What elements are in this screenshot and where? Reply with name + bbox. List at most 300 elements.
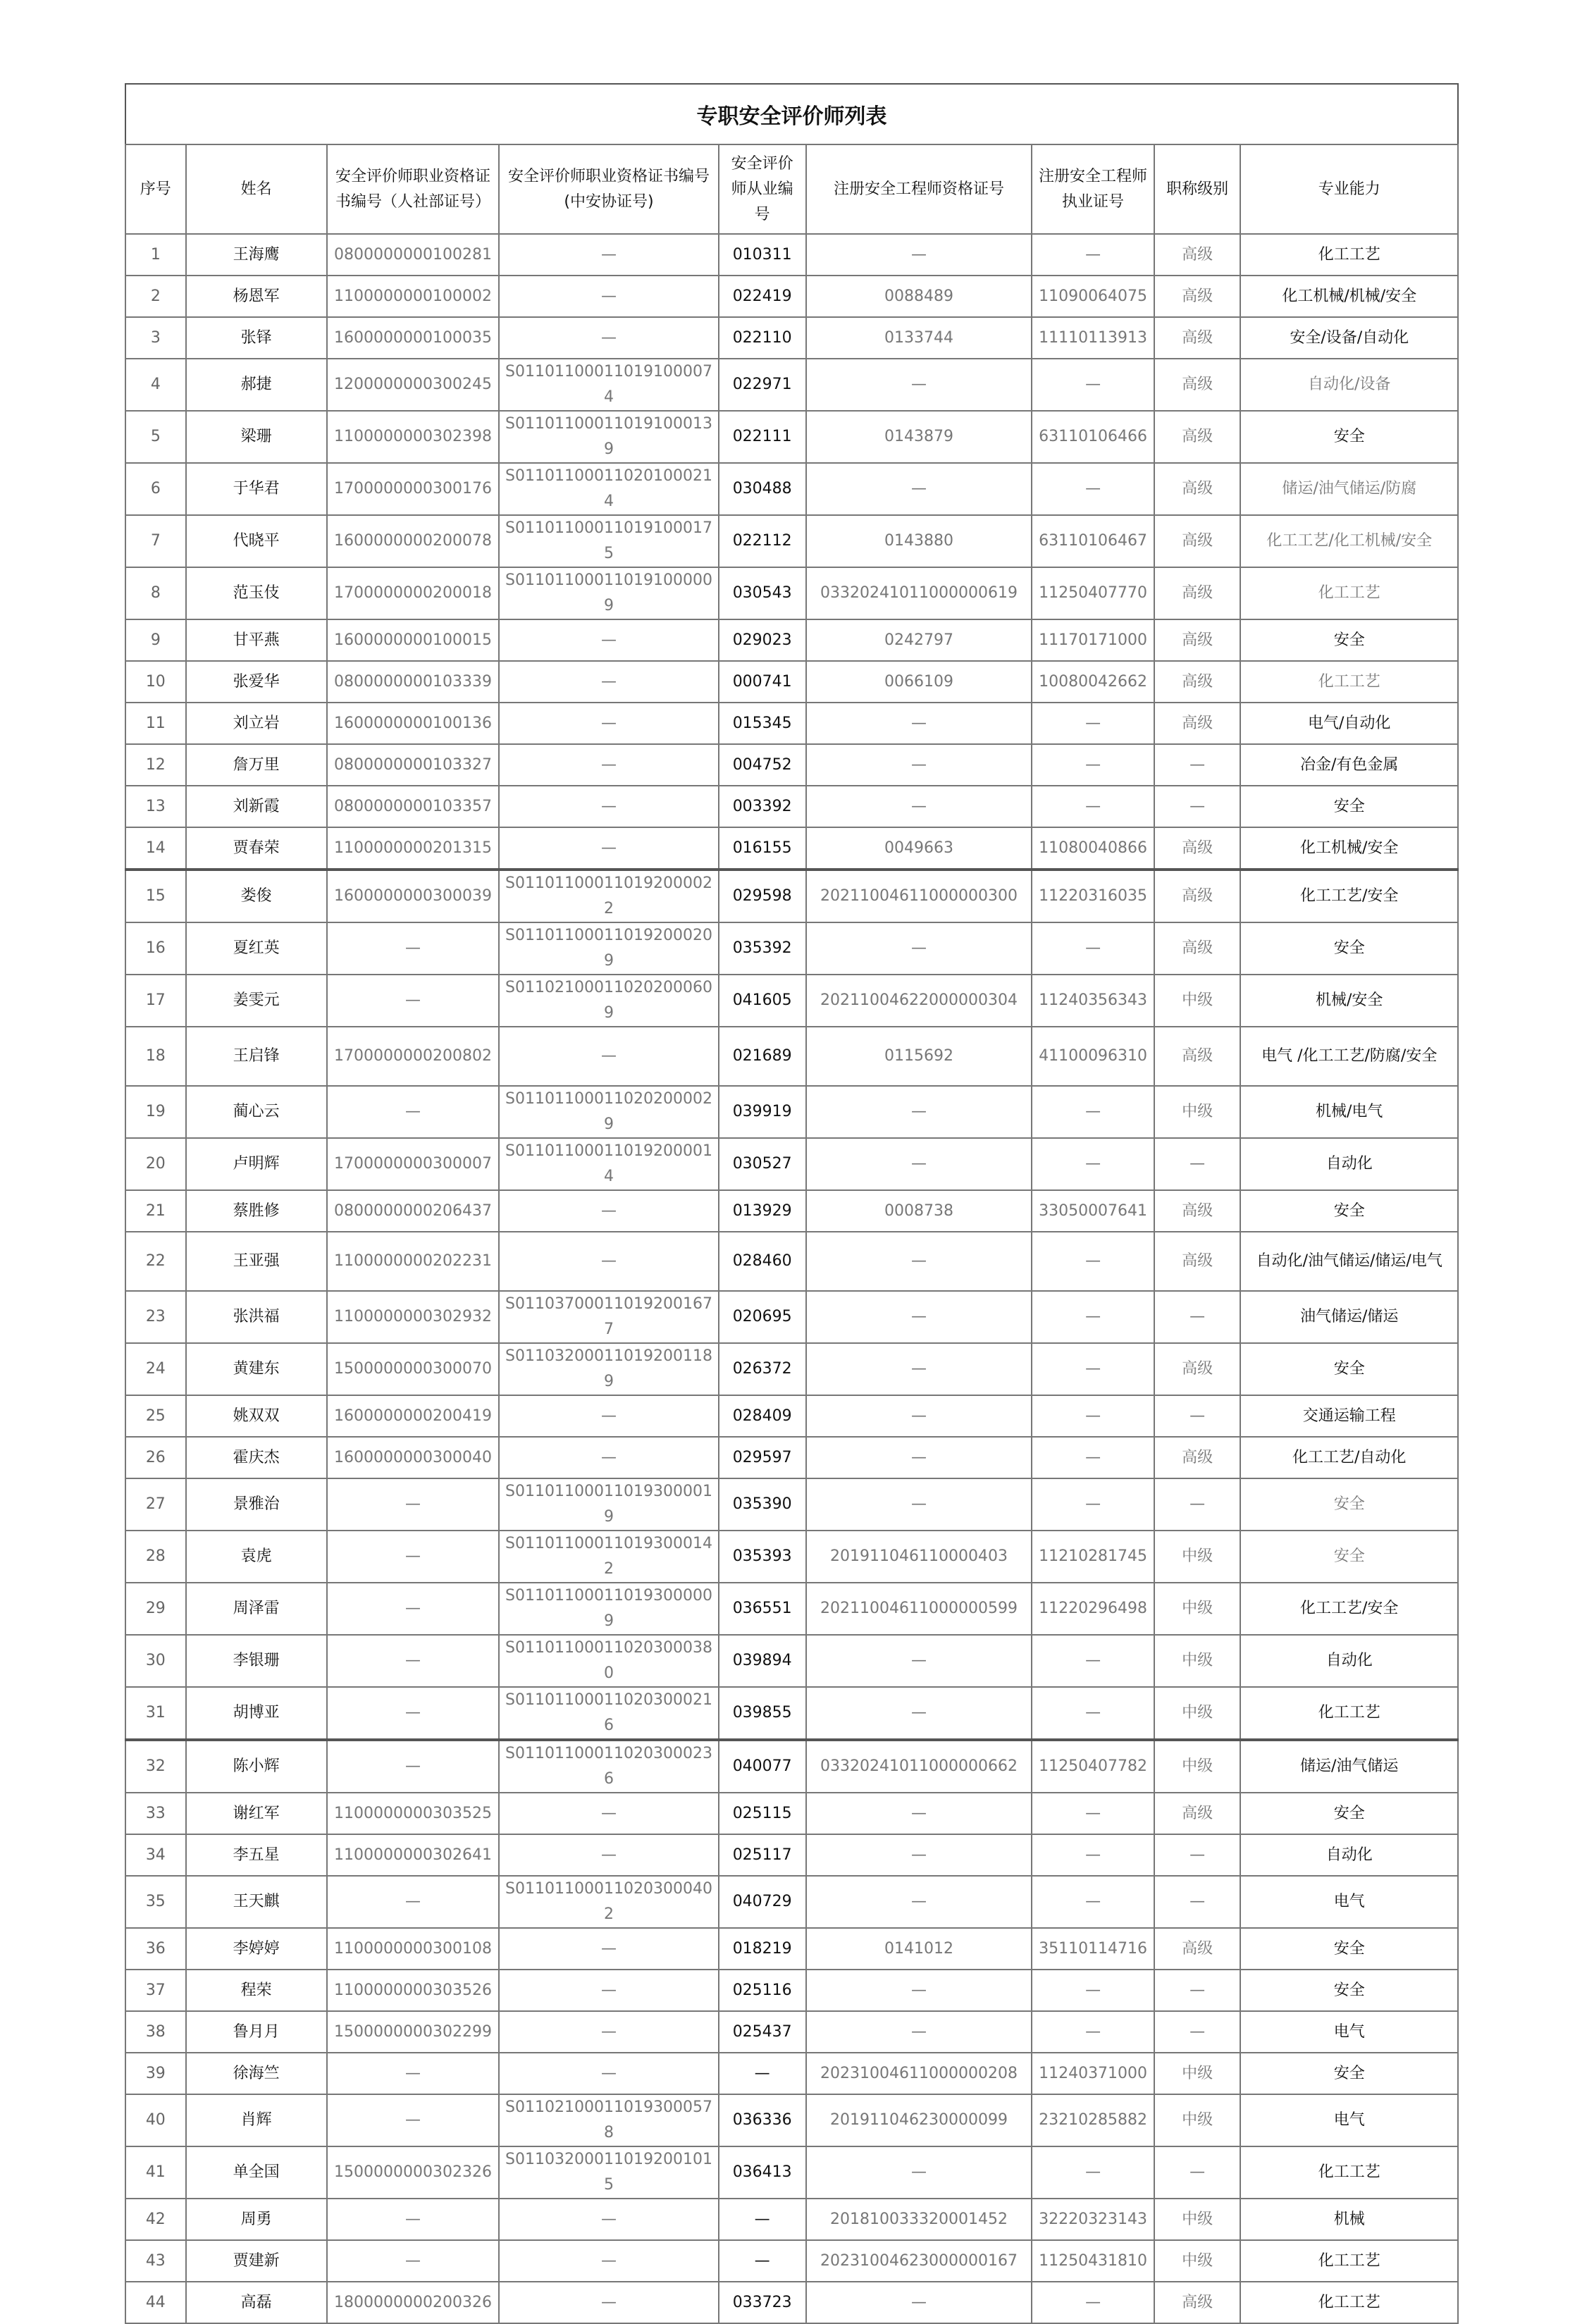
cell-specialty: 安全: [1240, 786, 1458, 827]
cell-reg-exec: —: [1032, 744, 1154, 786]
cell-seq: 38: [125, 2011, 186, 2053]
cell-seq: 21: [125, 1190, 186, 1232]
cell-title-level: 中级: [1154, 1635, 1241, 1687]
cell-seq: 34: [125, 1834, 186, 1876]
table-row: [125, 870, 1458, 922]
cell-practice-no: 025437: [719, 2011, 806, 2053]
cell-practice-no: —: [719, 2053, 806, 2094]
cell-practice-no: 000741: [719, 661, 806, 703]
cell-reg-exec: 11090064075: [1032, 276, 1154, 317]
cell-practice-no: 022971: [719, 359, 806, 411]
document: [125, 83, 1459, 2324]
cell-name: 高磊: [186, 2282, 327, 2323]
cell-hrss-cert: —: [327, 1086, 499, 1138]
cell-reg-exec: —: [1032, 1291, 1154, 1343]
cell-title-level: —: [1154, 1834, 1241, 1876]
table-row: [125, 1138, 1458, 1190]
cell-title-level: 中级: [1154, 1531, 1241, 1583]
cell-specialty: 化工工艺: [1240, 2282, 1458, 2323]
cell-hrss-cert: 1500000000302326: [327, 2146, 499, 2199]
cell-seq: 8: [125, 567, 186, 619]
table-row: [125, 1970, 1458, 2011]
table-row: [125, 827, 1458, 870]
cell-zax-cert: —: [499, 1395, 719, 1437]
cell-zax-cert: —: [499, 317, 719, 359]
cell-title-level: —: [1154, 2146, 1241, 2199]
cell-seq: 41: [125, 2146, 186, 2199]
cell-reg-qual: 0066109: [806, 661, 1032, 703]
cell-specialty: 化工工艺/安全: [1240, 870, 1458, 922]
table-row: [125, 1190, 1458, 1232]
cell-practice-no: 035392: [719, 922, 806, 975]
cell-specialty: 安全: [1240, 1478, 1458, 1531]
cell-reg-exec: —: [1032, 1834, 1154, 1876]
cell-zax-cert: —: [499, 1793, 719, 1834]
cell-reg-exec: —: [1032, 1876, 1154, 1928]
cell-seq: 24: [125, 1343, 186, 1395]
cell-title-level: 中级: [1154, 1583, 1241, 1635]
cell-hrss-cert: 1700000000200018: [327, 567, 499, 619]
cell-practice-no: 025116: [719, 1970, 806, 2011]
cell-practice-no: 039894: [719, 1635, 806, 1687]
cell-practice-no: —: [719, 2199, 806, 2240]
cell-reg-exec: —: [1032, 703, 1154, 744]
cell-reg-exec: —: [1032, 234, 1154, 276]
cell-hrss-cert: 1100000000302398: [327, 411, 499, 463]
cell-zax-cert: —: [499, 276, 719, 317]
cell-specialty: 自动化: [1240, 1138, 1458, 1190]
cell-practice-no: 010311: [719, 234, 806, 276]
cell-seq: 20: [125, 1138, 186, 1190]
cell-zax-cert: —: [499, 2053, 719, 2094]
cell-title-level: 高级: [1154, 463, 1241, 515]
cell-hrss-cert: —: [327, 1876, 499, 1928]
table-row: [125, 1928, 1458, 1970]
cell-seq: 28: [125, 1531, 186, 1583]
cell-zax-cert: S011011000110203000380: [499, 1635, 719, 1687]
cell-practice-no: 025117: [719, 1834, 806, 1876]
cell-zax-cert: S011032000110192001015: [499, 2146, 719, 2199]
cell-seq: 13: [125, 786, 186, 827]
cell-practice-no: 030527: [719, 1138, 806, 1190]
cell-hrss-cert: —: [327, 975, 499, 1027]
cell-zax-cert: S011011000110193000009: [499, 1583, 719, 1635]
table-row: [125, 463, 1458, 515]
cell-hrss-cert: —: [327, 1583, 499, 1635]
cell-specialty: 安全/设备/自动化: [1240, 317, 1458, 359]
cell-specialty: 安全: [1240, 1793, 1458, 1834]
cell-hrss-cert: 1600000000100015: [327, 619, 499, 661]
cell-name: 娄俊: [186, 870, 327, 922]
cell-specialty: 化工工艺/化工机械/安全: [1240, 515, 1458, 567]
cell-specialty: 安全: [1240, 2053, 1458, 2094]
cell-name: 周泽雷: [186, 1583, 327, 1635]
cell-seq: 44: [125, 2282, 186, 2323]
cell-zax-cert: S011011000110191000139: [499, 411, 719, 463]
cell-reg-exec: 11170171000: [1032, 619, 1154, 661]
cell-practice-no: 035390: [719, 1478, 806, 1531]
cell-specialty: 化工工艺/自动化: [1240, 1437, 1458, 1478]
cell-title-level: 中级: [1154, 2053, 1241, 2094]
cell-seq: 16: [125, 922, 186, 975]
cell-name: 李婷婷: [186, 1928, 327, 1970]
cell-zax-cert: S011011000110203000236: [499, 1740, 719, 1793]
table-row: [125, 515, 1458, 567]
cell-practice-no: 030488: [719, 463, 806, 515]
cell-specialty: 自动化: [1240, 1635, 1458, 1687]
cell-hrss-cert: 0800000000103327: [327, 744, 499, 786]
cell-seq: 43: [125, 2240, 186, 2282]
cell-reg-qual: —: [806, 1834, 1032, 1876]
cell-reg-qual: —: [806, 1291, 1032, 1343]
cell-title-level: —: [1154, 786, 1241, 827]
cell-reg-qual: —: [806, 786, 1032, 827]
cell-zax-cert: —: [499, 234, 719, 276]
cell-specialty: 电气 /化工工艺/防腐/安全: [1240, 1027, 1458, 1086]
cell-name: 李银珊: [186, 1635, 327, 1687]
cell-name: 詹万里: [186, 744, 327, 786]
cell-practice-no: 029023: [719, 619, 806, 661]
cell-zax-cert: —: [499, 619, 719, 661]
cell-practice-no: 020695: [719, 1291, 806, 1343]
table-row: [125, 744, 1458, 786]
cell-practice-no: 035393: [719, 1531, 806, 1583]
cell-name: 刘立岩: [186, 703, 327, 744]
cell-hrss-cert: 1500000000302299: [327, 2011, 499, 2053]
cell-title-level: —: [1154, 2011, 1241, 2053]
cell-practice-no: 028460: [719, 1232, 806, 1291]
table-title: 专职安全评价师列表: [125, 83, 1459, 144]
table-body-part-1: [125, 234, 1458, 870]
cell-zax-cert: —: [499, 1232, 719, 1291]
cell-name: 李五星: [186, 1834, 327, 1876]
cell-reg-exec: 11080040866: [1032, 827, 1154, 870]
table-row: [125, 1027, 1458, 1086]
table-row: [125, 975, 1458, 1027]
cell-reg-qual: —: [806, 1138, 1032, 1190]
cell-name: 范玉伎: [186, 567, 327, 619]
table-row: [125, 2199, 1458, 2240]
cell-seq: 37: [125, 1970, 186, 2011]
cell-title-level: 高级: [1154, 1027, 1241, 1086]
cell-seq: 22: [125, 1232, 186, 1291]
cell-seq: 12: [125, 744, 186, 786]
cell-specialty: 电气: [1240, 2094, 1458, 2146]
cell-name: 姚双双: [186, 1395, 327, 1437]
cell-reg-qual: —: [806, 2011, 1032, 2053]
cell-name: 梁珊: [186, 411, 327, 463]
cell-zax-cert: —: [499, 1928, 719, 1970]
cell-reg-qual: 0141012: [806, 1928, 1032, 1970]
header-specialty: 专业能力: [1240, 144, 1458, 234]
cell-practice-no: 015345: [719, 703, 806, 744]
cell-specialty: 化工工艺: [1240, 1687, 1458, 1740]
cell-reg-qual: —: [806, 1395, 1032, 1437]
cell-name: 谢红军: [186, 1793, 327, 1834]
table-row: [125, 2146, 1458, 2199]
cell-zax-cert: —: [499, 1834, 719, 1876]
cell-name: 王天麒: [186, 1876, 327, 1928]
cell-reg-qual: 20211004611000000300: [806, 870, 1032, 922]
cell-seq: 15: [125, 870, 186, 922]
cell-reg-exec: 11220316035: [1032, 870, 1154, 922]
cell-hrss-cert: —: [327, 2199, 499, 2240]
cell-reg-qual: —: [806, 1343, 1032, 1395]
cell-title-level: —: [1154, 1478, 1241, 1531]
cell-seq: 36: [125, 1928, 186, 1970]
table-row: [125, 234, 1458, 276]
header-seq: 序号: [125, 144, 186, 234]
cell-reg-exec: —: [1032, 2282, 1154, 2323]
cell-name: 鲁月月: [186, 2011, 327, 2053]
cell-hrss-cert: 1100000000300108: [327, 1928, 499, 1970]
cell-seq: 17: [125, 975, 186, 1027]
cell-hrss-cert: —: [327, 1478, 499, 1531]
cell-hrss-cert: 1600000000300039: [327, 870, 499, 922]
cell-practice-no: 029597: [719, 1437, 806, 1478]
cell-hrss-cert: —: [327, 2053, 499, 2094]
cell-zax-cert: S011021000110202000609: [499, 975, 719, 1027]
table-row: [125, 276, 1458, 317]
cell-title-level: 高级: [1154, 619, 1241, 661]
cell-practice-no: 025115: [719, 1793, 806, 1834]
cell-reg-qual: 201810033320001452: [806, 2199, 1032, 2240]
cell-practice-no: —: [719, 2240, 806, 2282]
cell-name: 代晓平: [186, 515, 327, 567]
header-practice-no: 安全评价师从业编号: [719, 144, 806, 234]
cell-hrss-cert: —: [327, 1687, 499, 1740]
cell-practice-no: 040077: [719, 1740, 806, 1793]
evaluator-table: [125, 144, 1459, 2324]
cell-practice-no: 033723: [719, 2282, 806, 2323]
cell-seq: 27: [125, 1478, 186, 1531]
table-row: [125, 1437, 1458, 1478]
cell-specialty: 交通运输工程: [1240, 1395, 1458, 1437]
cell-name: 程荣: [186, 1970, 327, 2011]
cell-reg-qual: —: [806, 1793, 1032, 1834]
cell-reg-exec: —: [1032, 1343, 1154, 1395]
cell-reg-exec: —: [1032, 922, 1154, 975]
cell-name: 杨恩军: [186, 276, 327, 317]
header-name: 姓名: [186, 144, 327, 234]
header-reg-exec: 注册安全工程师执业证号: [1032, 144, 1154, 234]
cell-reg-qual: 20211004611000000599: [806, 1583, 1032, 1635]
cell-practice-no: 028409: [719, 1395, 806, 1437]
cell-seq: 5: [125, 411, 186, 463]
cell-seq: 26: [125, 1437, 186, 1478]
cell-hrss-cert: 1100000000100002: [327, 276, 499, 317]
cell-hrss-cert: 1700000000300007: [327, 1138, 499, 1190]
cell-practice-no: 039855: [719, 1687, 806, 1740]
cell-title-level: 高级: [1154, 1793, 1241, 1834]
cell-zax-cert: —: [499, 786, 719, 827]
cell-reg-qual: 20211004622000000304: [806, 975, 1032, 1027]
cell-zax-cert: —: [499, 2282, 719, 2323]
cell-name: 景雅治: [186, 1478, 327, 1531]
cell-specialty: 安全: [1240, 1190, 1458, 1232]
cell-title-level: 高级: [1154, 870, 1241, 922]
table-row: [125, 661, 1458, 703]
cell-specialty: 安全: [1240, 1928, 1458, 1970]
cell-practice-no: 036413: [719, 2146, 806, 2199]
cell-reg-qual: —: [806, 2282, 1032, 2323]
cell-specialty: 化工工艺: [1240, 567, 1458, 619]
cell-seq: 3: [125, 317, 186, 359]
cell-reg-qual: 201911046230000099: [806, 2094, 1032, 2146]
cell-title-level: 中级: [1154, 1687, 1241, 1740]
cell-specialty: 安全: [1240, 1343, 1458, 1395]
cell-name: 甘平燕: [186, 619, 327, 661]
table-row: [125, 786, 1458, 827]
cell-reg-qual: —: [806, 463, 1032, 515]
cell-practice-no: 040729: [719, 1876, 806, 1928]
cell-practice-no: 036551: [719, 1583, 806, 1635]
cell-zax-cert: —: [499, 1437, 719, 1478]
cell-reg-qual: 0133744: [806, 317, 1032, 359]
cell-reg-qual: —: [806, 1437, 1032, 1478]
cell-practice-no: 029598: [719, 870, 806, 922]
table-row: [125, 567, 1458, 619]
table-row: [125, 1740, 1458, 1793]
cell-title-level: 高级: [1154, 2282, 1241, 2323]
cell-name: 霍庆杰: [186, 1437, 327, 1478]
cell-reg-qual: 0115692: [806, 1027, 1032, 1086]
cell-specialty: 化工机械/安全: [1240, 827, 1458, 870]
cell-specialty: 电气/自动化: [1240, 703, 1458, 744]
table-row: [125, 619, 1458, 661]
cell-zax-cert: —: [499, 744, 719, 786]
cell-zax-cert: S011011000110191000175: [499, 515, 719, 567]
cell-specialty: 冶金/有色金属: [1240, 744, 1458, 786]
cell-hrss-cert: 0800000000206437: [327, 1190, 499, 1232]
cell-practice-no: 018219: [719, 1928, 806, 1970]
cell-reg-qual: —: [806, 1687, 1032, 1740]
cell-reg-qual: 0242797: [806, 619, 1032, 661]
cell-specialty: 机械/安全: [1240, 975, 1458, 1027]
table-row: [125, 1687, 1458, 1740]
cell-seq: 7: [125, 515, 186, 567]
header-reg-qual: 注册安全工程师资格证号: [806, 144, 1032, 234]
cell-reg-qual: 0143879: [806, 411, 1032, 463]
cell-seq: 23: [125, 1291, 186, 1343]
cell-title-level: 中级: [1154, 2199, 1241, 2240]
cell-seq: 1: [125, 234, 186, 276]
cell-title-level: 高级: [1154, 276, 1241, 317]
cell-practice-no: 003392: [719, 786, 806, 827]
cell-specialty: 安全: [1240, 619, 1458, 661]
table-row: [125, 1291, 1458, 1343]
cell-name: 姜雯元: [186, 975, 327, 1027]
table-row: [125, 922, 1458, 975]
cell-practice-no: 022110: [719, 317, 806, 359]
cell-reg-qual: 0143880: [806, 515, 1032, 567]
cell-reg-exec: 35110114716: [1032, 1928, 1154, 1970]
cell-reg-exec: —: [1032, 786, 1154, 827]
cell-reg-exec: 11220296498: [1032, 1583, 1154, 1635]
cell-hrss-cert: 1600000000200419: [327, 1395, 499, 1437]
cell-seq: 32: [125, 1740, 186, 1793]
table-row: [125, 1086, 1458, 1138]
cell-title-level: —: [1154, 1395, 1241, 1437]
cell-title-level: 中级: [1154, 2094, 1241, 2146]
cell-title-level: 高级: [1154, 1928, 1241, 1970]
cell-seq: 4: [125, 359, 186, 411]
cell-specialty: 化工工艺: [1240, 2146, 1458, 2199]
cell-reg-exec: 11240371000: [1032, 2053, 1154, 2094]
cell-zax-cert: —: [499, 827, 719, 870]
cell-hrss-cert: 1100000000201315: [327, 827, 499, 870]
cell-title-level: 高级: [1154, 661, 1241, 703]
cell-reg-qual: 201911046110000403: [806, 1531, 1032, 1583]
cell-zax-cert: —: [499, 661, 719, 703]
cell-reg-exec: —: [1032, 1687, 1154, 1740]
cell-reg-exec: —: [1032, 463, 1154, 515]
cell-title-level: 高级: [1154, 1190, 1241, 1232]
cell-reg-exec: —: [1032, 1086, 1154, 1138]
cell-hrss-cert: 1600000000100035: [327, 317, 499, 359]
cell-zax-cert: S011011000110193000019: [499, 1478, 719, 1531]
cell-title-level: —: [1154, 1291, 1241, 1343]
cell-name: 张爱华: [186, 661, 327, 703]
header-zax-cert: 安全评价师职业资格证书编号(中安协证号): [499, 144, 719, 234]
cell-practice-no: 022112: [719, 515, 806, 567]
cell-title-level: 高级: [1154, 359, 1241, 411]
cell-hrss-cert: 0800000000100281: [327, 234, 499, 276]
cell-seq: 14: [125, 827, 186, 870]
cell-specialty: 机械: [1240, 2199, 1458, 2240]
cell-zax-cert: S011011000110193000142: [499, 1531, 719, 1583]
cell-title-level: 高级: [1154, 567, 1241, 619]
cell-reg-exec: 63110106467: [1032, 515, 1154, 567]
cell-zax-cert: S011032000110192001189: [499, 1343, 719, 1395]
cell-hrss-cert: 1100000000303526: [327, 1970, 499, 2011]
cell-reg-qual: —: [806, 1478, 1032, 1531]
cell-practice-no: 030543: [719, 567, 806, 619]
cell-title-level: —: [1154, 1876, 1241, 1928]
cell-reg-exec: 10080042662: [1032, 661, 1154, 703]
cell-reg-exec: 63110106466: [1032, 411, 1154, 463]
cell-specialty: 化工机械/机械/安全: [1240, 276, 1458, 317]
cell-name: 夏红英: [186, 922, 327, 975]
cell-specialty: 机械/电气: [1240, 1086, 1458, 1138]
cell-hrss-cert: 1100000000202231: [327, 1232, 499, 1291]
cell-reg-exec: —: [1032, 1635, 1154, 1687]
cell-reg-exec: 11110113913: [1032, 317, 1154, 359]
table-row: [125, 1583, 1458, 1635]
cell-seq: 11: [125, 703, 186, 744]
cell-zax-cert: —: [499, 1190, 719, 1232]
table-row: [125, 1478, 1458, 1531]
cell-reg-qual: —: [806, 234, 1032, 276]
cell-title-level: 高级: [1154, 703, 1241, 744]
cell-seq: 9: [125, 619, 186, 661]
cell-name: 贾春荣: [186, 827, 327, 870]
cell-seq: 33: [125, 1793, 186, 1834]
cell-name: 刘新霞: [186, 786, 327, 827]
cell-name: 周勇: [186, 2199, 327, 2240]
cell-reg-qual: 20231004611000000208: [806, 2053, 1032, 2094]
cell-specialty: 安全: [1240, 1970, 1458, 2011]
cell-zax-cert: S011011000110203000402: [499, 1876, 719, 1928]
cell-reg-qual: 0088489: [806, 276, 1032, 317]
cell-reg-exec: —: [1032, 1437, 1154, 1478]
cell-specialty: 电气: [1240, 2011, 1458, 2053]
cell-specialty: 储运/油气储运/防腐: [1240, 463, 1458, 515]
cell-title-level: 高级: [1154, 411, 1241, 463]
cell-name: 于华君: [186, 463, 327, 515]
cell-seq: 42: [125, 2199, 186, 2240]
cell-name: 袁虎: [186, 1531, 327, 1583]
